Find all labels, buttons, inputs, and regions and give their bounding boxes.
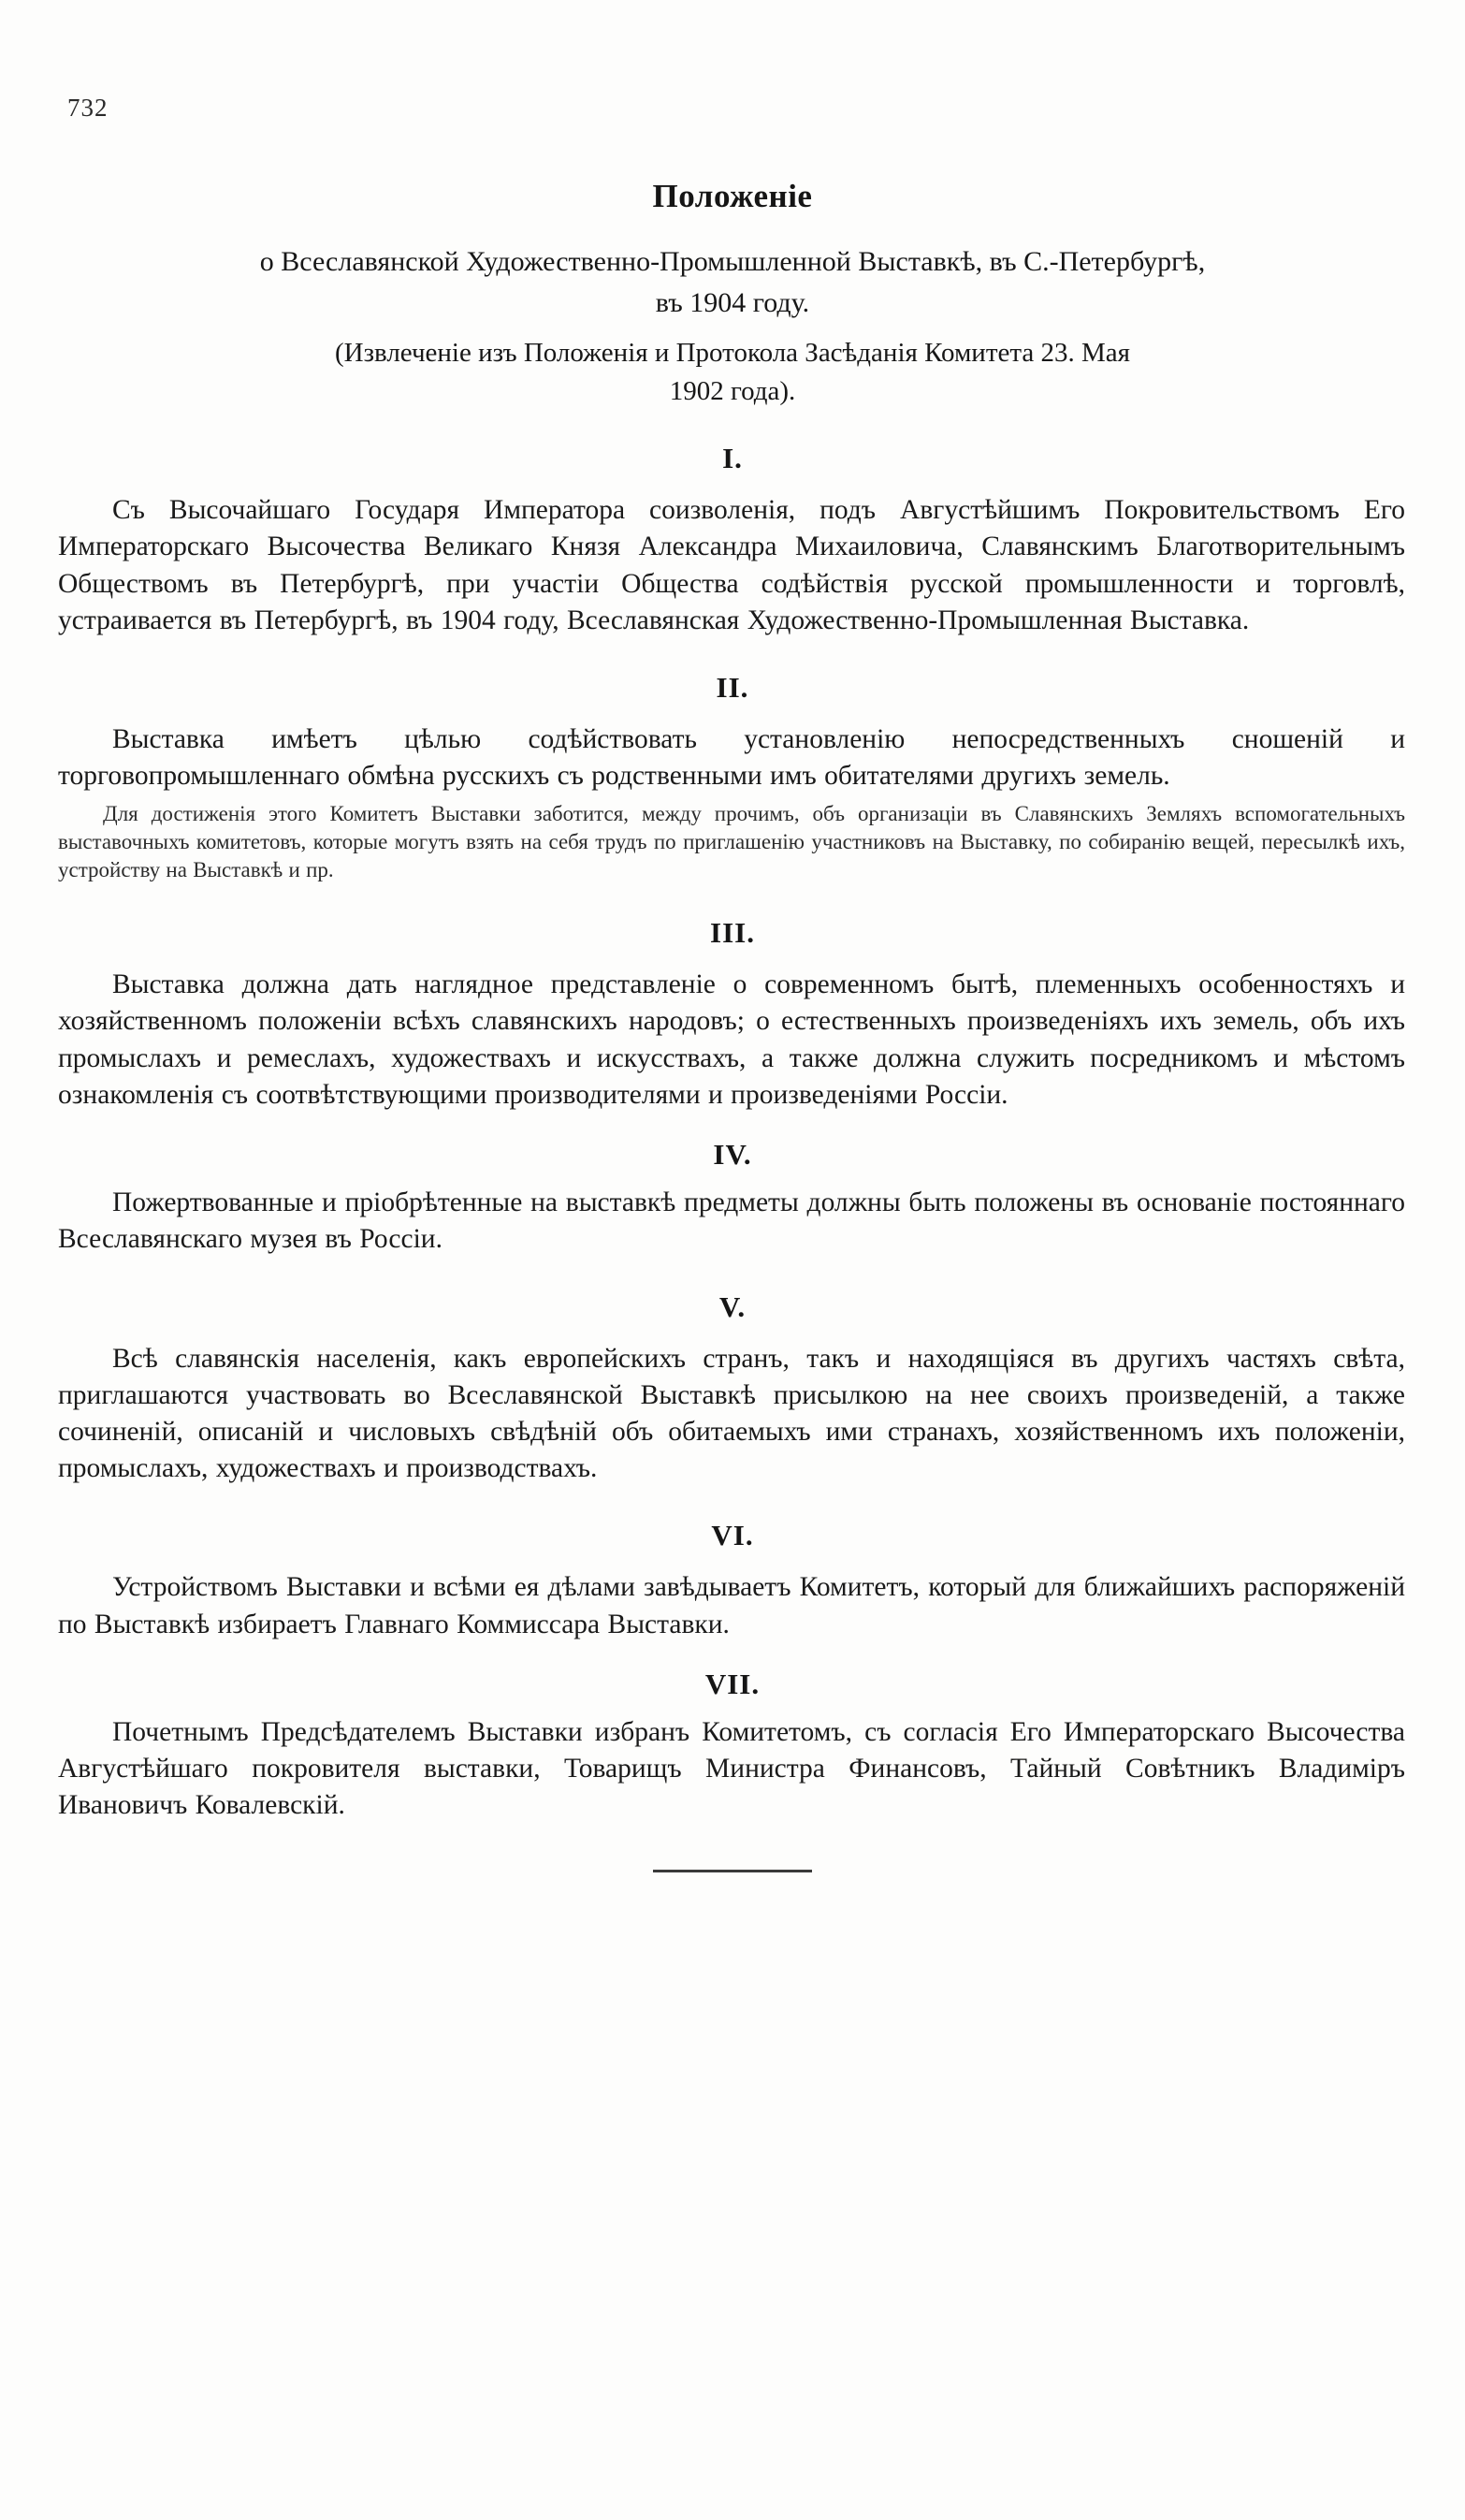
section-number-6: VI. [711, 1519, 754, 1552]
page-title: Положеніе [652, 178, 813, 214]
section-paragraph-4: Пожертвованные и пріобрѣтенные на выставкѣ предметы должны быть положены въ основаніе постояннаго Всеславянскаго музея въ Россіи. [58, 1187, 1405, 1255]
section-number-7: VII. [704, 1667, 761, 1700]
section-paragraph-2: Выставка имѣетъ цѣлью содѣйствовать установленію непосредственныхъ сношеній и торговопромышленнаго обмѣна русскихъ съ родственными имъ обитателями другихъ земель. [58, 724, 1405, 792]
section-paragraph-7: Почетнымъ Предсѣдателемъ Выставки избранъ Комитетомъ, съ согласія Его Императорскаго Высочества Августѣйшаго покровителя выставки, Товарищъ Министра Финансовъ, Тайный Совѣтникъ Владиміръ Ивановичъ Ковалевскій. [58, 1716, 1405, 1821]
section-number-3: III. [710, 916, 755, 950]
section-number-1: I. [722, 442, 743, 475]
section-number-5: V. [718, 1289, 747, 1323]
document-subtitle-line-1: о Всеславянской Художественно-Промышленной Выставкѣ, въ С.-Петербургѣ, [259, 246, 1206, 277]
document-subtitle-line-2: въ 1904 году. [655, 286, 810, 318]
document-extract-line-2: 1902 года). [669, 375, 796, 406]
section-number-2: II. [716, 671, 749, 704]
bottom-divider [653, 1870, 812, 1872]
section-note-2: Для достиженія этого Комитетъ Выставки заботится, между прочимъ, объ организаціи въ Славянскихъ Земляхъ вспомогательныхъ выставочныхъ комитетовъ, которые могутъ взять на себя трудъ по приглашенію участниковъ на Выставку, по собиранію вещей, пересылкѣ ихъ, устройству на Выставкѣ и пр. [58, 802, 1405, 882]
document-body [58, 178, 1407, 1872]
section-paragraph-6: Устройствомъ Выставки и всѣми ея дѣлами завѣдываетъ Комитетъ, который для ближайшихъ распоряженій по Выставкѣ избираетъ Главнаго Коммиссара Выставки. [58, 1572, 1405, 1639]
section-paragraph-1: Съ Высочайшаго Государя Императора соизволенія, подъ Августѣйшимъ Покровительствомъ Его Императорскаго Высочества Великаго Князя Александра Михаиловича, Славянскимъ Благотворительнымъ Обществомъ въ Петербургѣ, при участіи Общества содѣйствія русской промышленности и торговлѣ, устраивается въ Петербургѣ, въ 1904 году, Всеславянская Художественно-Промышленная Выставка. [58, 495, 1405, 635]
section-paragraph-3: Выставка должна дать наглядное представленіе о современномъ бытѣ, племенныхъ особенностяхъ и хозяйственномъ положеніи всѣхъ славянскихъ народовъ; о естественныхъ произведеніяхъ ихъ земель, объ ихъ промыслахъ и ремеслахъ, художествахъ и искусствахъ, а также должна служить посредникомъ и мѣстомъ ознакомленія съ соотвѣтствующими производителями и произведеніями Россіи. [58, 969, 1405, 1110]
section-paragraph-5: Всѣ славянскія населенія, какъ европейскихъ странъ, такъ и находящіяся въ другихъ частяхъ свѣта, приглашаются участвовать во Всеславянской Выставкѣ присылкою на нее своихъ произведеній, а также сочиненій, описаній и числовыхъ свѣдѣній объ обитаемыхъ ими странахъ, хозяйственномъ ихъ положеніи, промыслахъ, художествахъ и производствахъ. [58, 1343, 1405, 1484]
document-extract-line-1: (Извлеченіе изъ Положенія и Протокола Засѣданія Комитета 23. Мая [334, 337, 1131, 368]
section-number-4: IV. [713, 1138, 752, 1172]
page-number: 732 [67, 94, 109, 122]
